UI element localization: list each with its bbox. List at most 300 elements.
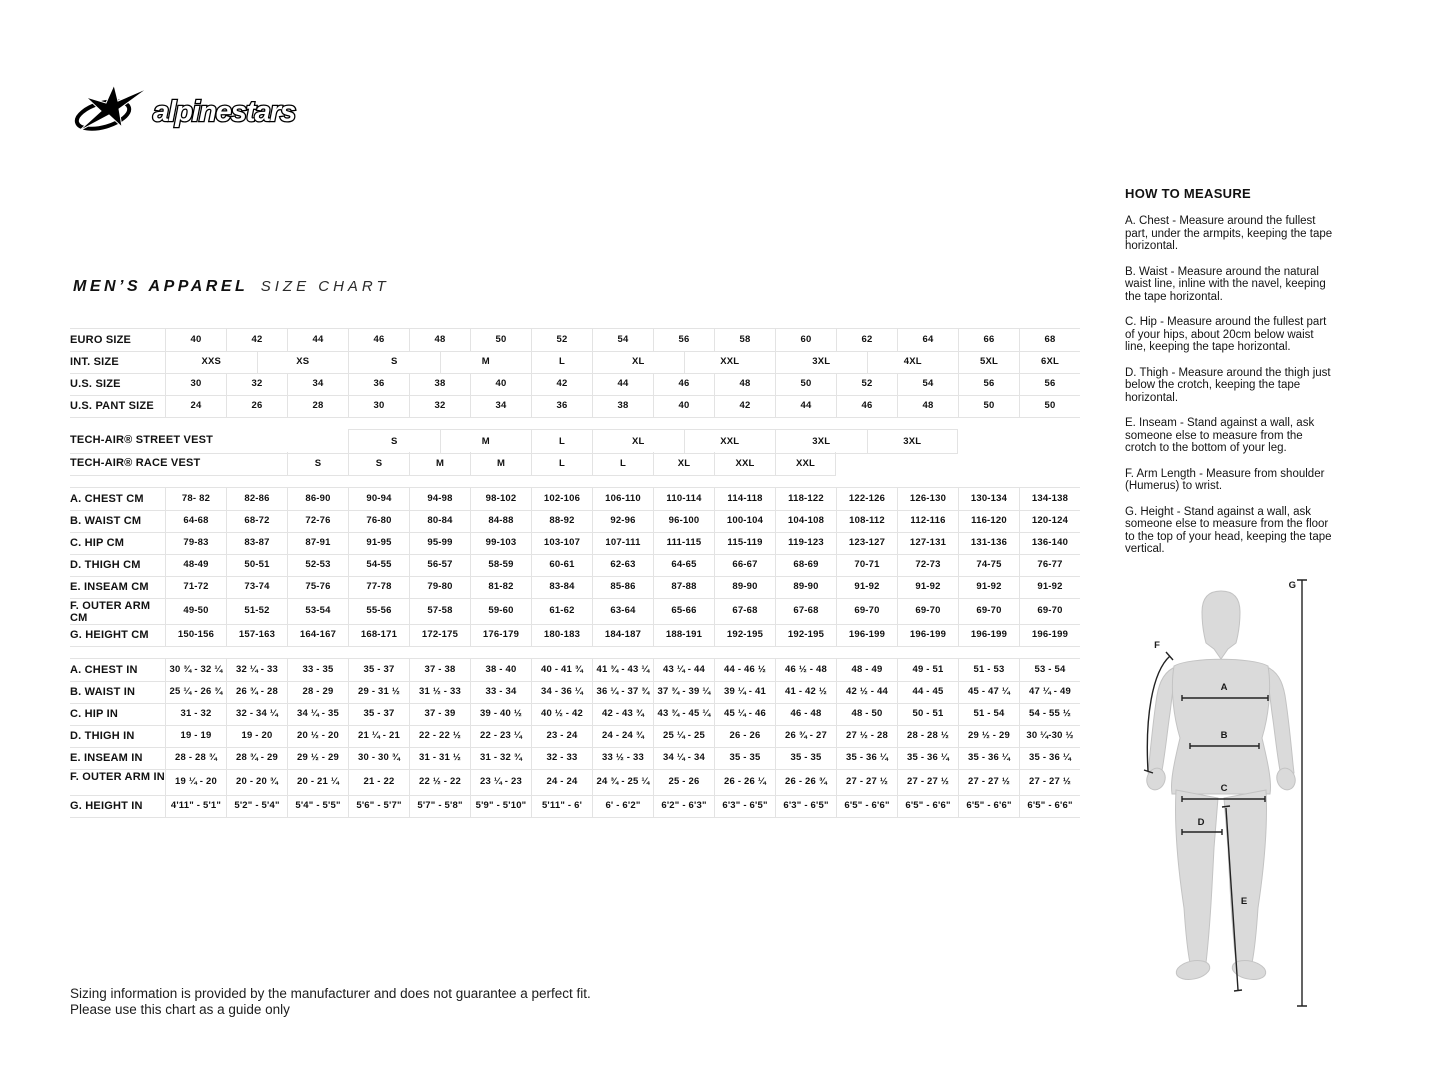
row-label: D. THIGH CM: [70, 554, 165, 577]
row-label: D. THIGH IN: [70, 725, 165, 748]
table-row: [70, 373, 1080, 395]
size-cell: 48 - 49: [836, 659, 897, 682]
size-cell: 5'7" - 5'8": [409, 795, 470, 818]
size-cell: XL: [592, 429, 684, 454]
body-measurement-diagram: [1140, 568, 1440, 1028]
size-cell: XXL: [684, 429, 776, 454]
size-cell: 91-92: [1019, 576, 1080, 599]
size-cell: 35 - 35: [775, 747, 836, 770]
size-cell: L: [531, 429, 592, 454]
size-cell: 83-87: [226, 532, 287, 555]
size-cell: M: [409, 452, 470, 476]
size-cell: 46: [348, 329, 409, 352]
size-cell: 102-106: [531, 488, 592, 511]
measure-instruction-height: G. Height - Stand against a wall, ask someone else to measure from the floor to the top of your head, keeping the tape vertical.: [1125, 505, 1332, 555]
size-cell: 50: [958, 395, 1019, 418]
size-cell: 164-167: [287, 624, 348, 647]
size-cell: 56: [1019, 373, 1080, 396]
size-cell: 89-90: [714, 576, 775, 599]
page-title-main: MEN’S APPAREL: [73, 278, 249, 295]
size-cell: 6XL: [1019, 351, 1080, 374]
size-cell: 32 - 34 ¼: [226, 703, 287, 726]
size-cell: 50: [775, 373, 836, 396]
label-e: E: [1240, 896, 1248, 907]
size-cell: 110-114: [653, 488, 714, 511]
size-cell: 134-138: [1019, 488, 1080, 511]
size-cell: 48 - 50: [836, 703, 897, 726]
size-cell: 52: [531, 329, 592, 352]
size-cell: M: [440, 429, 532, 454]
size-cell: 90-94: [348, 488, 409, 511]
size-cell: 48: [714, 373, 775, 396]
size-cell: XXL: [714, 452, 775, 476]
size-cell: 34 ¼ - 35: [287, 703, 348, 726]
size-cell: 75-76: [287, 576, 348, 599]
size-cell: 20 ½ - 20: [287, 725, 348, 748]
size-cell: S: [348, 452, 409, 476]
size-cell: 34: [470, 395, 531, 418]
size-cell: 88-92: [531, 510, 592, 533]
size-cell: 84-88: [470, 510, 531, 533]
size-cell: 25 ¼ - 25: [653, 725, 714, 748]
size-cell: L: [531, 351, 592, 374]
size-cell: 6'5" - 6'6": [958, 795, 1019, 818]
size-cell: 4'11" - 5'1": [165, 795, 226, 818]
size-cell: 51 - 53: [958, 659, 1019, 682]
size-cell: 27 ½ - 28: [836, 725, 897, 748]
size-cell: 54-55: [348, 554, 409, 577]
table-row: [70, 329, 1080, 351]
size-cell: 3XL: [867, 429, 959, 454]
size-cell: 32 ¼ - 33: [226, 659, 287, 682]
row-label: G. HEIGHT IN: [70, 795, 165, 818]
size-cell: 4XL: [867, 351, 959, 374]
size-cell: 78- 82: [165, 488, 226, 511]
size-cell: 28 ¾ - 29: [226, 747, 287, 770]
size-cell: XXS: [165, 351, 257, 374]
size-cell: 52-53: [287, 554, 348, 577]
size-cell: 180-183: [531, 624, 592, 647]
size-cell: 91-92: [958, 576, 1019, 599]
label-b: B: [1220, 730, 1228, 741]
size-cell: 19 - 20: [226, 725, 287, 748]
label-a: A: [1220, 682, 1228, 693]
size-cell: 26 - 26 ¾: [775, 769, 836, 796]
size-cell: 54: [897, 373, 958, 396]
size-cell: XL: [653, 452, 714, 476]
size-cell: 67-68: [775, 598, 836, 625]
size-cell: 52: [836, 373, 897, 396]
size-cell: 136-140: [1019, 532, 1080, 555]
measure-instruction-arm: F. Arm Length - Measure from shoulder (Humerus) to wrist.: [1125, 467, 1325, 492]
size-cell: 49-50: [165, 598, 226, 625]
size-cell: 26: [226, 395, 287, 418]
row-label: B. WAIST CM: [70, 510, 165, 533]
size-cell: 69-70: [1019, 598, 1080, 625]
size-cell: 59-60: [470, 598, 531, 625]
how-to-measure-title: HOW TO MEASURE: [1125, 186, 1252, 201]
size-cell: 30: [348, 395, 409, 418]
size-cell: 63-64: [592, 598, 653, 625]
disclaimer-line-1: Sizing information is provided by the manufacturer and does not guarantee a perfect fit.: [70, 986, 591, 1001]
size-cell: 5'9" - 5'10": [470, 795, 531, 818]
size-cell: 6'5" - 6'6": [1019, 795, 1080, 818]
empty-cell: [165, 429, 348, 454]
size-cell: 24 - 24 ¾: [592, 725, 653, 748]
size-cell: 43 ¼ - 44: [653, 659, 714, 682]
size-cell: 44 - 46 ½: [714, 659, 775, 682]
size-cell: 38 - 40: [470, 659, 531, 682]
size-cell: 39 ¼ - 41: [714, 681, 775, 704]
size-cell: 79-80: [409, 576, 470, 599]
table-row: [70, 452, 1080, 475]
size-cell: L: [592, 452, 653, 476]
size-cell: 44: [592, 373, 653, 396]
measure-instruction-thigh: D. Thigh - Measure around the thigh just below the crotch, keeping the tape horizontal.: [1125, 366, 1331, 404]
size-cell: 176-179: [470, 624, 531, 647]
tech-air-vest-table: [70, 429, 1080, 475]
size-cell: 104-108: [775, 510, 836, 533]
size-cell: 65-66: [653, 598, 714, 625]
row-label: C. HIP IN: [70, 703, 165, 726]
size-cell: 69-70: [958, 598, 1019, 625]
size-cell: 122-126: [836, 488, 897, 511]
size-cell: 34 - 36 ¼: [531, 681, 592, 704]
size-cell: 127-131: [897, 532, 958, 555]
size-cell: 82-86: [226, 488, 287, 511]
size-cell: 87-91: [287, 532, 348, 555]
size-cell: 119-123: [775, 532, 836, 555]
size-cell: XS: [257, 351, 349, 374]
size-cell: 19 - 19: [165, 725, 226, 748]
size-cell: 106-110: [592, 488, 653, 511]
size-cell: 31 ½ - 33: [409, 681, 470, 704]
size-cell: 62-63: [592, 554, 653, 577]
disclaimer-line-2: Please use this chart as a guide only: [70, 1002, 290, 1017]
size-cell: 29 ½ - 29: [287, 747, 348, 770]
size-cell: 30 ¾ - 32 ¼: [165, 659, 226, 682]
size-cell: 98-102: [470, 488, 531, 511]
size-cell: 66: [958, 329, 1019, 352]
size-cell: 50: [1019, 395, 1080, 418]
size-cell: 6'3" - 6'5": [775, 795, 836, 818]
size-cell: 42: [714, 395, 775, 418]
row-label: TECH-AIR® RACE VEST: [70, 452, 165, 476]
size-cell: 20 - 21 ¼: [287, 769, 348, 796]
row-label: C. HIP CM: [70, 532, 165, 555]
size-cell: 126-130: [897, 488, 958, 511]
size-cell: 29 - 31 ½: [348, 681, 409, 704]
size-cell: 50 - 51: [897, 703, 958, 726]
size-cell: 99-103: [470, 532, 531, 555]
size-cell: S: [348, 429, 440, 454]
size-cell: 32: [409, 395, 470, 418]
size-cell: 3XL: [775, 351, 867, 374]
label-f: F: [1154, 640, 1160, 651]
size-cell: 73-74: [226, 576, 287, 599]
size-cell: 21 ¼ - 21: [348, 725, 409, 748]
size-cell: 26 - 26 ¼: [714, 769, 775, 796]
size-cell: 87-88: [653, 576, 714, 599]
size-cell: 32 - 33: [531, 747, 592, 770]
size-cell: 30: [165, 373, 226, 396]
table-row: [70, 747, 1080, 769]
table-row: [70, 725, 1080, 747]
size-cell: 71-72: [165, 576, 226, 599]
table-row: [70, 659, 1080, 681]
logo-wordmark: alpinestars: [153, 96, 296, 128]
row-label: E. INSEAM CM: [70, 576, 165, 599]
size-cell: 46: [653, 373, 714, 396]
size-cell: 35 - 35: [714, 747, 775, 770]
measure-instruction-waist: B. Waist - Measure around the natural waist line, inline with the navel, keeping the tape horizontal.: [1125, 265, 1326, 303]
size-cell: 47 ¼ - 49: [1019, 681, 1080, 704]
size-cell: 64-65: [653, 554, 714, 577]
size-cell: 33 - 35: [287, 659, 348, 682]
size-cell: 54 - 55 ½: [1019, 703, 1080, 726]
size-cell: 24: [165, 395, 226, 418]
size-cell: 60-61: [531, 554, 592, 577]
row-label: F. OUTER ARM IN: [70, 769, 165, 796]
size-cell: 25 - 26: [653, 769, 714, 796]
row-label: A. CHEST IN: [70, 659, 165, 682]
size-cell: 91-92: [836, 576, 897, 599]
size-cell: 35 - 36 ¼: [958, 747, 1019, 770]
size-header-table: [70, 328, 1080, 417]
row-label: U.S. SIZE: [70, 373, 165, 396]
size-cell: 28 - 28 ¾: [165, 747, 226, 770]
size-cell: 115-119: [714, 532, 775, 555]
size-cell: 28: [287, 395, 348, 418]
size-cell: 131-136: [958, 532, 1019, 555]
size-cell: 91-92: [897, 576, 958, 599]
size-cell: 55-56: [348, 598, 409, 625]
size-cell: 68: [1019, 329, 1080, 352]
size-cell: 28 - 28 ½: [897, 725, 958, 748]
size-cell: 192-195: [714, 624, 775, 647]
size-cell: 35 - 37: [348, 659, 409, 682]
size-cell: 94-98: [409, 488, 470, 511]
size-cell: 196-199: [897, 624, 958, 647]
height-line: [1297, 580, 1307, 1006]
size-cell: 39 - 40 ½: [470, 703, 531, 726]
size-cell: 42 - 43 ¾: [592, 703, 653, 726]
size-cell: M: [470, 452, 531, 476]
size-cell: 103-107: [531, 532, 592, 555]
size-cell: 37 - 39: [409, 703, 470, 726]
size-cell: L: [531, 452, 592, 476]
table-row: [70, 624, 1080, 646]
size-cell: 157-163: [226, 624, 287, 647]
size-cell: 37 - 38: [409, 659, 470, 682]
size-cell: 40: [653, 395, 714, 418]
size-cell: 44 - 45: [897, 681, 958, 704]
row-label: B. WAIST IN: [70, 681, 165, 704]
size-cell: 95-99: [409, 532, 470, 555]
size-cell: 37 ¾ - 39 ¼: [653, 681, 714, 704]
size-cell: 56-57: [409, 554, 470, 577]
row-label: G. HEIGHT CM: [70, 624, 165, 647]
row-label: TECH-AIR® STREET VEST: [70, 429, 165, 454]
size-cell: 31 - 32 ¾: [470, 747, 531, 770]
size-cell: 3XL: [775, 429, 867, 454]
size-cell: 172-175: [409, 624, 470, 647]
size-cell: 35 - 36 ¼: [1019, 747, 1080, 770]
page-title-sub: SIZE CHART: [260, 278, 390, 295]
size-cell: 22 ½ - 22: [409, 769, 470, 796]
table-row: [70, 576, 1080, 598]
size-cell: 35 - 37: [348, 703, 409, 726]
size-cell: 123-127: [836, 532, 897, 555]
row-label: A. CHEST CM: [70, 488, 165, 511]
table-row: [70, 510, 1080, 532]
label-c: C: [1220, 783, 1228, 794]
size-cell: 92-96: [592, 510, 653, 533]
size-cell: 29 ½ - 29: [958, 725, 1019, 748]
size-cell: 21 - 22: [348, 769, 409, 796]
size-cell: 118-122: [775, 488, 836, 511]
size-cell: 45 - 47 ¼: [958, 681, 1019, 704]
table-row: [70, 554, 1080, 576]
size-cell: 108-112: [836, 510, 897, 533]
size-cell: 60: [775, 329, 836, 352]
size-cell: 184-187: [592, 624, 653, 647]
size-cell: 81-82: [470, 576, 531, 599]
size-cell: 33 ½ - 33: [592, 747, 653, 770]
size-cell: 31 - 31 ½: [409, 747, 470, 770]
size-cell: 30 - 30 ¾: [348, 747, 409, 770]
disclaimer: [70, 986, 591, 1018]
size-cell: 36 ¼ - 37 ¾: [592, 681, 653, 704]
empty-cell: [836, 452, 1080, 476]
size-cell: 40 ½ - 42: [531, 703, 592, 726]
size-cell: 89-90: [775, 576, 836, 599]
size-cell: 72-76: [287, 510, 348, 533]
size-cell: S: [287, 452, 348, 476]
size-cell: 79-83: [165, 532, 226, 555]
size-cell: 24 - 24: [531, 769, 592, 796]
size-cell: 107-111: [592, 532, 653, 555]
row-label: INT. SIZE: [70, 351, 165, 374]
measurements-inch-table: [70, 658, 1080, 817]
size-cell: S: [348, 351, 440, 374]
row-label: E. INSEAM IN: [70, 747, 165, 770]
size-cell: 85-86: [592, 576, 653, 599]
table-row: [70, 681, 1080, 703]
table-row: [70, 703, 1080, 725]
size-cell: 46 ½ - 48: [775, 659, 836, 682]
alpinestars-logo: [73, 84, 323, 134]
table-row: [70, 488, 1080, 510]
size-cell: 5XL: [958, 351, 1019, 374]
size-cell: 48: [409, 329, 470, 352]
size-cell: 34: [287, 373, 348, 396]
size-cell: 80-84: [409, 510, 470, 533]
size-cell: 44: [775, 395, 836, 418]
size-cell: 44: [287, 329, 348, 352]
size-cell: 38: [592, 395, 653, 418]
table-row: [70, 351, 1080, 373]
size-cell: 150-156: [165, 624, 226, 647]
size-cell: 19 ¼ - 20: [165, 769, 226, 796]
size-cell: 46: [836, 395, 897, 418]
size-cell: 62: [836, 329, 897, 352]
size-cell: 114-118: [714, 488, 775, 511]
size-cell: 48-49: [165, 554, 226, 577]
size-cell: 83-84: [531, 576, 592, 599]
size-cell: 51 - 54: [958, 703, 1019, 726]
size-cell: 6'2" - 6'3": [653, 795, 714, 818]
size-cell: 53 - 54: [1019, 659, 1080, 682]
size-cell: 64: [897, 329, 958, 352]
size-cell: M: [440, 351, 532, 374]
size-cell: 6'5" - 6'6": [897, 795, 958, 818]
size-cell: 66-67: [714, 554, 775, 577]
size-cell: 28 - 29: [287, 681, 348, 704]
size-cell: 192-195: [775, 624, 836, 647]
size-cell: 36: [348, 373, 409, 396]
label-d: D: [1197, 817, 1205, 828]
size-cell: 40 - 41 ¾: [531, 659, 592, 682]
size-cell: 6'5" - 6'6": [836, 795, 897, 818]
size-cell: 41 ¾ - 43 ¼: [592, 659, 653, 682]
size-cell: XL: [592, 351, 684, 374]
size-cell: 40: [165, 329, 226, 352]
size-cell: 130-134: [958, 488, 1019, 511]
size-cell: 91-95: [348, 532, 409, 555]
size-cell: 50: [470, 329, 531, 352]
size-cell: 22 - 22 ½: [409, 725, 470, 748]
size-cell: 33 - 34: [470, 681, 531, 704]
size-cell: 42: [226, 329, 287, 352]
size-cell: XXL: [684, 351, 776, 374]
size-cell: 168-171: [348, 624, 409, 647]
size-cell: 56: [653, 329, 714, 352]
size-cell: 188-191: [653, 624, 714, 647]
size-cell: 26 ¾ - 27: [775, 725, 836, 748]
size-cell: 70-71: [836, 554, 897, 577]
size-cell: 30 ¼-30 ½: [1019, 725, 1080, 748]
size-cell: 196-199: [836, 624, 897, 647]
label-g: G: [1288, 580, 1296, 591]
empty-cell: [165, 452, 287, 476]
size-cell: 5'6" - 5'7": [348, 795, 409, 818]
size-cell: 40: [470, 373, 531, 396]
size-cell: 64-68: [165, 510, 226, 533]
table-row: [70, 429, 1080, 452]
size-cell: 41 - 42 ½: [775, 681, 836, 704]
size-cell: 76-80: [348, 510, 409, 533]
size-cell: 26 ¾ - 28: [226, 681, 287, 704]
size-cell: 24 ¾ - 25 ¼: [592, 769, 653, 796]
measure-instruction-chest: A. Chest - Measure around the fullest part, under the armpits, keeping the tape horizontal.: [1125, 215, 1333, 252]
size-cell: 23 - 24: [531, 725, 592, 748]
size-cell: 5'2" - 5'4": [226, 795, 287, 818]
size-cell: 43 ¾ - 45 ¼: [653, 703, 714, 726]
size-cell: 42: [531, 373, 592, 396]
size-cell: 69-70: [836, 598, 897, 625]
size-cell: 72-73: [897, 554, 958, 577]
size-cell: 35 - 36 ¼: [897, 747, 958, 770]
size-cell: 51-52: [226, 598, 287, 625]
size-cell: 74-75: [958, 554, 1019, 577]
size-cell: 69-70: [897, 598, 958, 625]
size-cell: 5'11" - 6': [531, 795, 592, 818]
size-cell: 45 ¼ - 46: [714, 703, 775, 726]
size-cell: 68-69: [775, 554, 836, 577]
measure-instruction-inseam: E. Inseam - Stand against a wall, ask someone else to measure from the crotch to the bottom of your leg.: [1125, 417, 1315, 454]
size-cell: 27 - 27 ½: [958, 769, 1019, 796]
